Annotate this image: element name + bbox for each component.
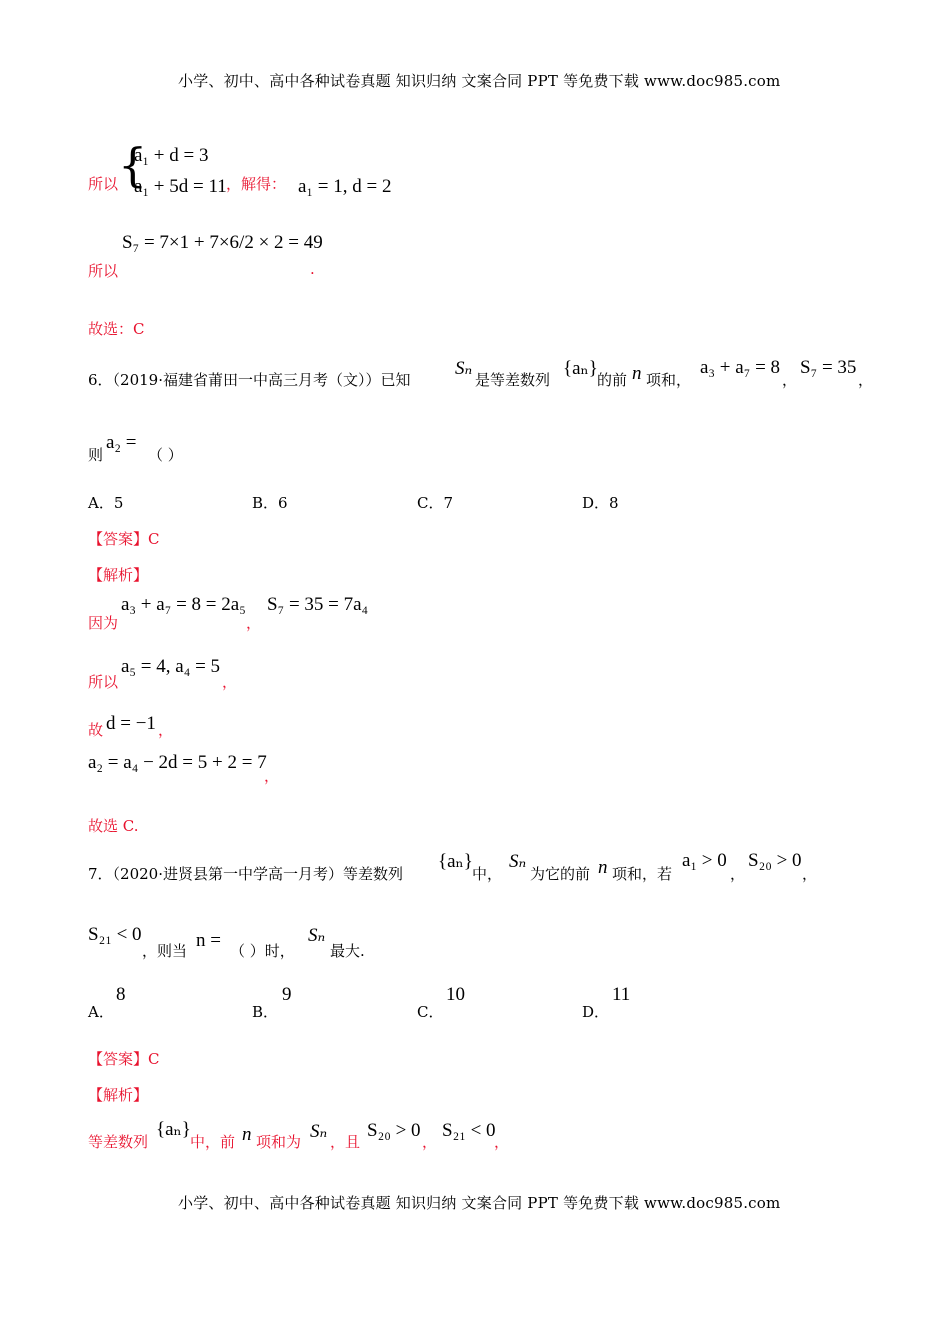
q7-sol-condition-1: S₂₀ > 0 — [367, 1120, 421, 1141]
equation-line-2: a₁ + 5d = 11 — [134, 176, 227, 197]
q7-condition-1: a₁ > 0 — [682, 850, 727, 871]
q7-option-b-value: 9 — [282, 984, 292, 1005]
q6-option-c: C．7 — [417, 494, 454, 512]
q7-option-a-value: 8 — [116, 984, 126, 1005]
q6-stem-a: 6．（2019·福建省莆田一中高三月考（文））已知 — [88, 371, 411, 389]
q6-answer: 【答案】C — [88, 530, 160, 548]
q7-option-c-label: C． — [417, 1003, 444, 1021]
q7-sol-f: ， — [494, 1133, 510, 1151]
q6-line-1b: S₇ = 35 = 7a₄ — [267, 594, 369, 615]
q6-comma-5: ， — [158, 721, 174, 739]
q7-condition-3: S₂₁ < 0 — [88, 924, 142, 945]
q6-option-a: A．5 — [88, 494, 124, 512]
q6-stem-b: 是等差数列 — [475, 371, 551, 389]
q7-option-c-value: 10 — [446, 984, 465, 1005]
q6-n: n — [632, 363, 642, 384]
q6-yinwei: 因为 — [88, 614, 119, 632]
q7-comma-2: ， — [802, 865, 818, 883]
q7-sol-condition-2: S₂₁ < 0 — [442, 1120, 496, 1141]
q7-stem-f: （ ）时， — [230, 942, 295, 960]
q7-option-d-value: 11 — [612, 984, 631, 1005]
q7-stem-g: 最大. — [330, 942, 365, 960]
q7-sol-b: 中，前 — [190, 1133, 236, 1151]
prev-suoyi-2: 所以 — [88, 262, 119, 280]
q6-line-4: a₂ = a₄ − 2d = 5 + 2 = 7 — [88, 752, 267, 773]
q7-stem-b: 中， — [472, 865, 503, 883]
q7-stem-e: ，则当 — [142, 942, 188, 960]
q6-comma-4: ， — [222, 673, 238, 691]
q6-suoyi: 所以 — [88, 673, 119, 691]
q7-stem-d: 项和，若 — [612, 865, 673, 883]
prev-suoyi-1: 所以 — [88, 175, 119, 193]
q7-option-b-label: B． — [252, 1003, 279, 1021]
q7-condition-2: S₂₀ > 0 — [748, 850, 802, 871]
q6-gu: 故 — [88, 721, 104, 739]
q7-option-a-label: A． — [88, 1003, 114, 1021]
q7-sequence: {aₙ} — [438, 851, 473, 872]
q7-answer: 【答案】C — [88, 1050, 160, 1068]
q6-line-3: d = −1 — [106, 713, 156, 734]
q7-jiexi: 【解析】 — [88, 1086, 149, 1104]
q7-sol-sequence: {aₙ} — [156, 1119, 191, 1140]
q7-stem-c: 为它的前 — [530, 865, 591, 883]
q6-sn: Sₙ — [455, 358, 473, 379]
prev-solution: a₁ = 1, d = 2 — [298, 176, 392, 197]
q6-ask: a₂ = — [106, 432, 137, 453]
q7-n: n — [598, 857, 608, 878]
prev-answer-choice: 故选：C — [88, 320, 145, 338]
q6-comma-6: ， — [264, 767, 280, 785]
s7-formula: S₇ = 7×1 + 7×6/2 × 2 = 49 — [122, 232, 323, 253]
q6-ze: 则 — [88, 446, 104, 464]
prev-jiede: ，解得： — [226, 175, 287, 193]
equation-line-1: a₁ + d = 3 — [134, 145, 209, 166]
q6-stem-c: 的前 — [597, 371, 628, 389]
q7-sol-d: ，且 — [330, 1133, 361, 1151]
q7-stem-a: 7．（2020·进贤县第一中学高一月考）等差数列 — [88, 865, 403, 883]
q6-condition-2: S₇ = 35 — [800, 357, 857, 378]
q7-sol-n: n — [242, 1124, 252, 1145]
q6-stem-d: 项和， — [646, 371, 692, 389]
q6-option-b: B．6 — [252, 494, 288, 512]
q6-sequence: {aₙ} — [563, 358, 598, 379]
q6-line-2: a₅ = 4, a₄ = 5 — [121, 656, 221, 677]
brace-symbol: { — [118, 138, 148, 192]
q7-sn-2: Sₙ — [308, 925, 326, 946]
q6-comma: ， — [782, 371, 798, 389]
q6-comma-3: ， — [246, 614, 262, 632]
q7-sol-a: 等差数列 — [88, 1133, 149, 1151]
prev-period: . — [310, 260, 315, 278]
page-header: 小学、初中、高中各种试卷真题 知识归纳 文案合同 PPT 等免费下载 www.doc985.com — [178, 72, 781, 90]
q7-sol-c: 项和为 — [256, 1133, 302, 1151]
q6-paren: （ ） — [148, 446, 183, 464]
q6-comma-2: ， — [858, 371, 874, 389]
q6-line-1a: a₃ + a₇ = 8 = 2a₅ — [121, 594, 246, 615]
q7-ask: n = — [196, 930, 221, 951]
q7-sol-e: ， — [422, 1133, 438, 1151]
q7-option-d-label: D． — [582, 1003, 610, 1021]
q7-sn: Sₙ — [509, 851, 527, 872]
q7-sol-sn: Sₙ — [310, 1121, 328, 1142]
q7-comma: ， — [730, 865, 746, 883]
page-footer: 小学、初中、高中各种试卷真题 知识归纳 文案合同 PPT 等免费下载 www.doc985.com — [178, 1194, 781, 1212]
q6-option-d: D．8 — [582, 494, 619, 512]
q6-jiexi: 【解析】 — [88, 566, 149, 584]
q6-condition-1: a₃ + a₇ = 8 — [700, 357, 781, 378]
q6-final-choice: 故选 C. — [88, 817, 139, 835]
